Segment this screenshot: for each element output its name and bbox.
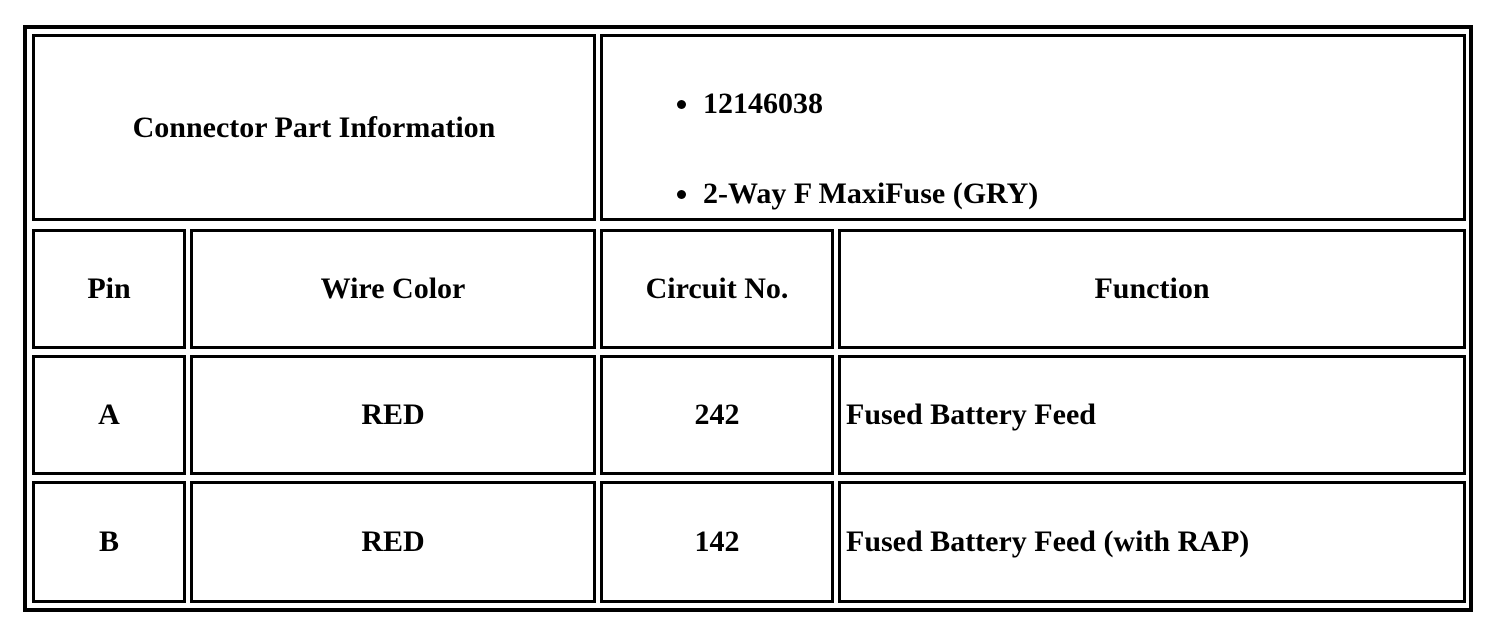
bullet-icon: [677, 190, 686, 199]
header-circuit-no: [600, 229, 834, 349]
pin-value: A: [98, 398, 120, 431]
header-pin: [32, 229, 186, 349]
function-value: Fused Battery Feed (with RAP): [846, 525, 1250, 558]
row-b-circuit-no: [600, 481, 834, 603]
connector-description: 2-Way F MaxiFuse (GRY): [703, 177, 1039, 210]
header-pin-label: Pin: [87, 272, 131, 305]
circuit-no-value: 242: [694, 398, 740, 431]
bullet-icon: [677, 100, 686, 109]
pin-value: B: [98, 525, 119, 558]
wire-color-value: RED: [361, 525, 425, 558]
row-a-function: [838, 355, 1466, 475]
list-item: [677, 89, 1038, 119]
connector-info-label-cell: [32, 34, 596, 221]
part-number: 12146038: [703, 87, 823, 120]
row-b-wire-color: [190, 481, 596, 603]
row-a-circuit-no: [600, 355, 834, 475]
row-b-pin: [32, 481, 186, 603]
header-function: [838, 229, 1466, 349]
row-a-pin: [32, 355, 186, 475]
connector-info-list: [677, 89, 1038, 209]
row-a-wire-color: [190, 355, 596, 475]
function-value: Fused Battery Feed: [846, 398, 1096, 431]
header-function-label: Function: [1094, 272, 1210, 305]
connector-table: [23, 25, 1473, 612]
wire-color-value: RED: [361, 398, 425, 431]
list-item: [677, 179, 1038, 209]
header-wire-color: [190, 229, 596, 349]
header-circuit-no-label: Circuit No.: [645, 272, 789, 305]
circuit-no-value: 142: [694, 525, 740, 558]
connector-info-value-cell: [600, 34, 1466, 221]
header-wire-color-label: Wire Color: [320, 272, 466, 305]
row-b-function: [838, 481, 1466, 603]
connector-info-label: Connector Part Information: [132, 110, 496, 144]
